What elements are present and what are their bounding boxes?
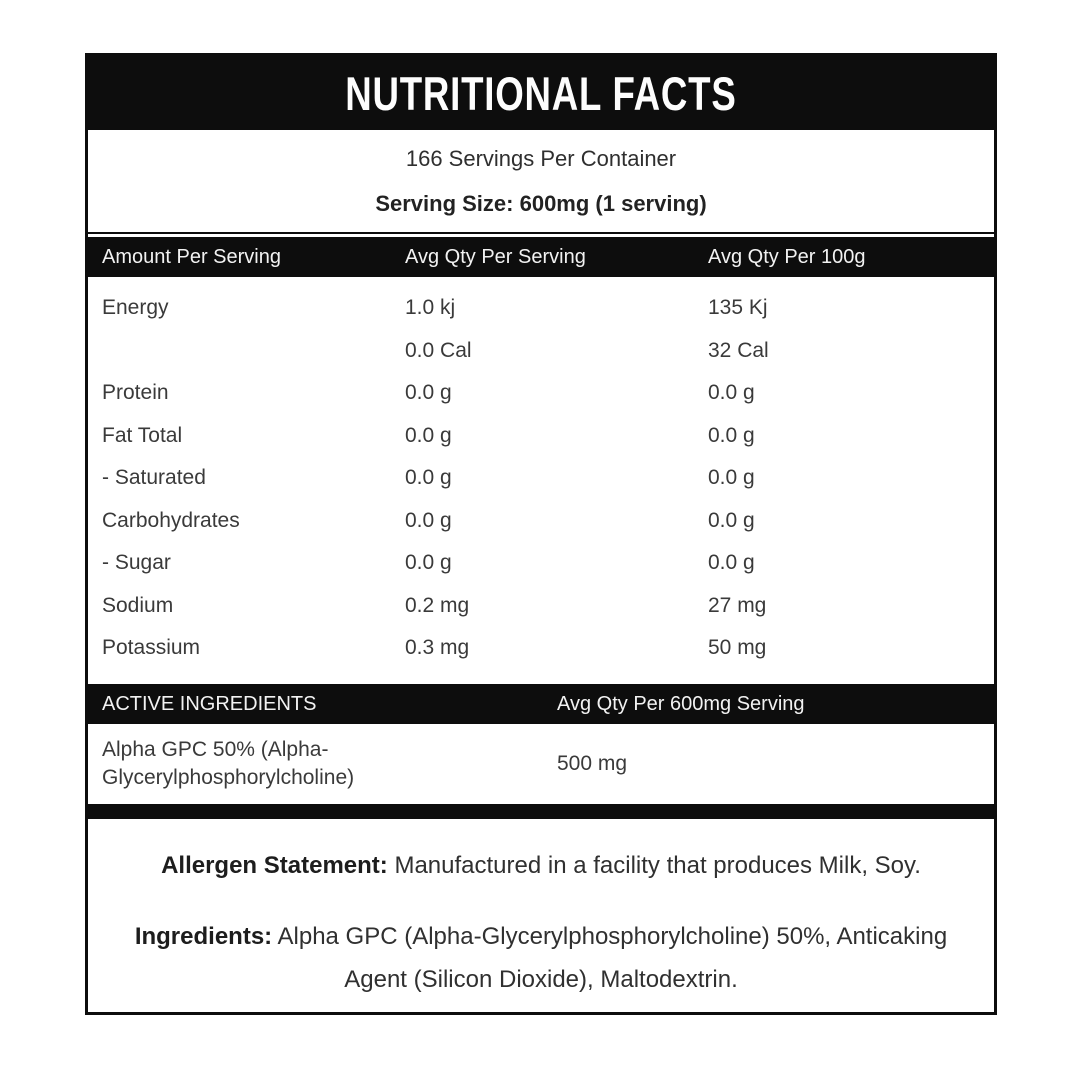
table-row	[88, 287, 994, 330]
allergen-statement	[116, 849, 966, 883]
qty-per-serving: 0.0 g	[405, 466, 452, 490]
table-row	[88, 330, 994, 373]
qty-per-100g: 50 mg	[708, 636, 767, 660]
qty-per-100g: 0.0 g	[708, 381, 755, 405]
qty-per-100g: 0.0 g	[708, 423, 755, 447]
servings-block	[88, 130, 994, 234]
qty-per-100g: 135 Kj	[708, 296, 768, 320]
table-row	[88, 542, 994, 585]
nutrient-name: - Saturated	[102, 466, 206, 490]
column-header-per-100g: Avg Qty Per 100g	[708, 245, 866, 268]
qty-per-serving: 0.0 g	[405, 508, 452, 532]
table-header-bar	[88, 237, 994, 277]
label-title: NUTRITIONAL FACTS	[345, 66, 737, 120]
nutrient-name: Energy	[102, 296, 169, 320]
column-header-per-serving: Avg Qty Per Serving	[405, 245, 586, 268]
qty-per-serving: 0.0 g	[405, 381, 452, 405]
qty-per-serving: 0.2 mg	[405, 593, 470, 617]
active-qty-header: Avg Qty Per 600mg Serving	[557, 692, 805, 715]
nutrient-table	[88, 277, 994, 684]
allergen-statement-label: Allergen Statement:	[161, 852, 388, 879]
title-bar	[88, 56, 994, 130]
column-header-amount: Amount Per Serving	[102, 245, 281, 268]
active-ingredient-row	[88, 724, 994, 804]
ingredients-statement	[116, 915, 966, 1001]
ingredients-text: Alpha GPC (Alpha-Glycerylphosphorylcholine) 50%, Anticaking Agent (Silicon Dioxide), Maltodextrin.	[272, 923, 948, 993]
serving-size: Serving Size: 600mg (1 serving)	[375, 190, 707, 216]
qty-per-serving: 1.0 kj	[405, 296, 456, 320]
table-row	[88, 372, 994, 415]
active-ingredients-header: ACTIVE INGREDIENTS	[102, 692, 317, 715]
nutrient-name: Fat Total	[102, 423, 183, 447]
separator-bar	[88, 804, 994, 819]
statements-block	[88, 819, 994, 1012]
qty-per-serving: 0.0 g	[405, 423, 452, 447]
qty-per-serving: 0.0 g	[405, 551, 452, 575]
active-ingredient-name: Alpha GPC 50% (Alpha-Glycerylphosphorylcholine)	[102, 738, 355, 789]
allergen-statement-text: Manufactured in a facility that produces Milk, Soy.	[387, 852, 921, 879]
table-row	[88, 415, 994, 458]
nutrient-name: Sodium	[102, 593, 174, 617]
nutrient-name: - Sugar	[102, 551, 171, 575]
active-ingredients-header-bar	[88, 684, 994, 724]
nutrition-facts-label	[85, 53, 997, 1015]
qty-per-100g: 32 Cal	[708, 338, 769, 362]
table-row	[88, 585, 994, 628]
table-row	[88, 457, 994, 500]
qty-per-serving: 0.0 Cal	[405, 338, 472, 362]
table-row	[88, 627, 994, 670]
active-ingredient-qty: 500 mg	[557, 752, 628, 775]
qty-per-100g: 0.0 g	[708, 551, 755, 575]
nutrient-name: Carbohydrates	[102, 508, 240, 532]
qty-per-100g: 27 mg	[708, 593, 767, 617]
qty-per-100g: 0.0 g	[708, 508, 755, 532]
table-row	[88, 500, 994, 543]
qty-per-100g: 0.0 g	[708, 466, 755, 490]
nutrient-name: Potassium	[102, 636, 201, 660]
servings-per-container: 166 Servings Per Container	[405, 145, 677, 171]
nutrient-name: Protein	[102, 381, 169, 405]
qty-per-serving: 0.3 mg	[405, 636, 470, 660]
ingredients-label: Ingredients:	[134, 923, 273, 950]
